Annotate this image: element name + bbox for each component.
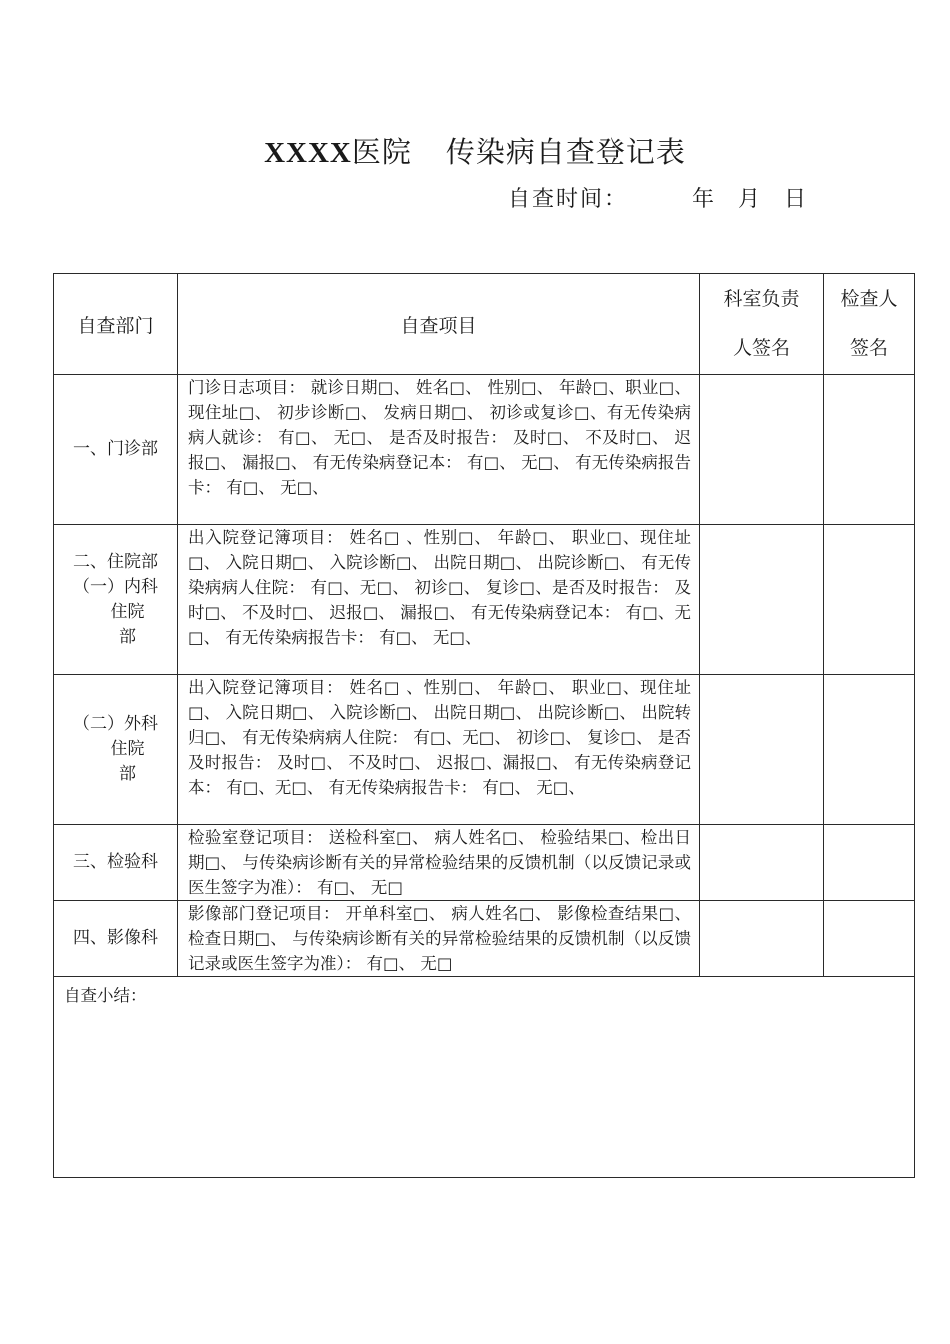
document-title (0, 130, 950, 171)
dept-line: 二、住院部 (73, 551, 158, 572)
items-laboratory: 检验室登记项目： 送检科室□、 病人姓名□、 检验结果□、检出日期□、 与传染病诊断有关的异常检验结果的反馈机制（以反馈记录或医生签字为准）： 有□、 无□ (178, 825, 700, 901)
col-header-dept-head-line2: 人签名 (732, 337, 790, 359)
inspector-signature-cell[interactable] (824, 901, 915, 977)
dept-inpatient-surgical (54, 675, 178, 825)
summary-row (54, 977, 915, 1178)
form-title: 传染病自查登记表 (445, 135, 686, 169)
dept-line: 住院 (110, 739, 145, 759)
dept-head-signature-cell[interactable] (700, 525, 824, 675)
items-imaging: 影像部门登记项目： 开单科室□、 病人姓名□、 影像检查结果□、 检查日期□、 与传染病诊断有关的异常检验结果的反馈机制（以反馈记录或医生签字为准）： 有□、 无□ (178, 901, 700, 977)
summary-label: 自查小结： (64, 986, 147, 1005)
hospital-suffix: 医院 (351, 135, 412, 169)
inspector-signature-cell[interactable] (824, 375, 915, 525)
table-row (54, 675, 915, 825)
inspector-signature-cell[interactable] (824, 525, 915, 675)
dept-head-signature-cell[interactable] (700, 375, 824, 525)
dept-line: （二）外科 (73, 714, 158, 734)
table-row (54, 825, 915, 901)
hospital-name: XXXX (264, 137, 352, 169)
items-inpatient-surgical: 出入院登记簿项目： 姓名□ 、性别□、 年龄□、 职业□、现住址□、 入院日期□、 入院诊断□、 出院日期□、 出院诊断□、 出院转归□、 有无传染病病人住院： 有□、无□、 初诊□、 复诊□、 是否及时报告： 及时□、 不及时□、 迟报□、漏报□、 有无传染病登记本： 有□、无□、 有无传染病报告卡： 有□、 无□、 (178, 675, 700, 825)
dept-head-signature-cell[interactable] (700, 901, 824, 977)
col-header-items: 自查项目 (178, 274, 700, 375)
table-row (54, 375, 915, 525)
dept-line: （一）内科 (73, 576, 158, 597)
table-row (54, 525, 915, 675)
date-year-label: 年 (692, 187, 717, 212)
dept-laboratory: 三、检验科 (54, 825, 178, 901)
summary-cell[interactable] (54, 977, 915, 1178)
col-header-inspector-line2: 签名 (849, 337, 888, 359)
items-outpatient: 门诊日志项目： 就诊日期□、 姓名□、 性别□、 年龄□、职业□、 现住址□、 初步诊断□、 发病日期□、 初诊或复诊□、有无传染病病人就诊： 有□、 无□、 是否及时报告： 及时□、 不及时□、 迟报□、 漏报□、 有无传染病登记本： 有□、 无□、 有无传染病报告卡： 有□、 无□、 (178, 375, 700, 525)
table-row (54, 901, 915, 977)
inspection-date (508, 182, 808, 213)
date-month-label: 月 (738, 187, 763, 212)
col-header-inspector-sign (824, 274, 915, 375)
inspector-signature-cell[interactable] (824, 675, 915, 825)
dept-inpatient-internal (54, 525, 178, 675)
dept-outpatient: 一、门诊部 (54, 375, 178, 525)
col-header-inspector-line1: 检查人 (840, 288, 898, 310)
self-check-table (53, 273, 915, 1178)
dept-line: 部 (119, 764, 136, 784)
inspector-signature-cell[interactable] (824, 825, 915, 901)
dept-head-signature-cell[interactable] (700, 675, 824, 825)
date-day-label: 日 (784, 187, 809, 212)
date-label: 自查时间： (508, 187, 629, 212)
dept-line: 部 (119, 626, 136, 647)
table-header-row (54, 274, 915, 375)
col-header-dept-head-line1: 科室负责 (723, 288, 800, 310)
col-header-dept-head-sign (700, 274, 824, 375)
items-inpatient-internal: 出入院登记簿项目： 姓名□ 、性别□、 年龄□、 职业□、现住址□、 入院日期□、 入院诊断□、 出院日期□、 出院诊断□、 有无传染病病人住院： 有□、无□、 初诊□、 复诊□、是否及时报告： 及时□、 不及时□、 迟报□、 漏报□、 有无传染病登记本： 有□、无□、 有无传染病报告卡： 有□、 无□、 (178, 525, 700, 675)
dept-line: 住院 (110, 601, 145, 622)
col-header-dept: 自查部门 (54, 274, 178, 375)
dept-head-signature-cell[interactable] (700, 825, 824, 901)
dept-imaging: 四、影像科 (54, 901, 178, 977)
